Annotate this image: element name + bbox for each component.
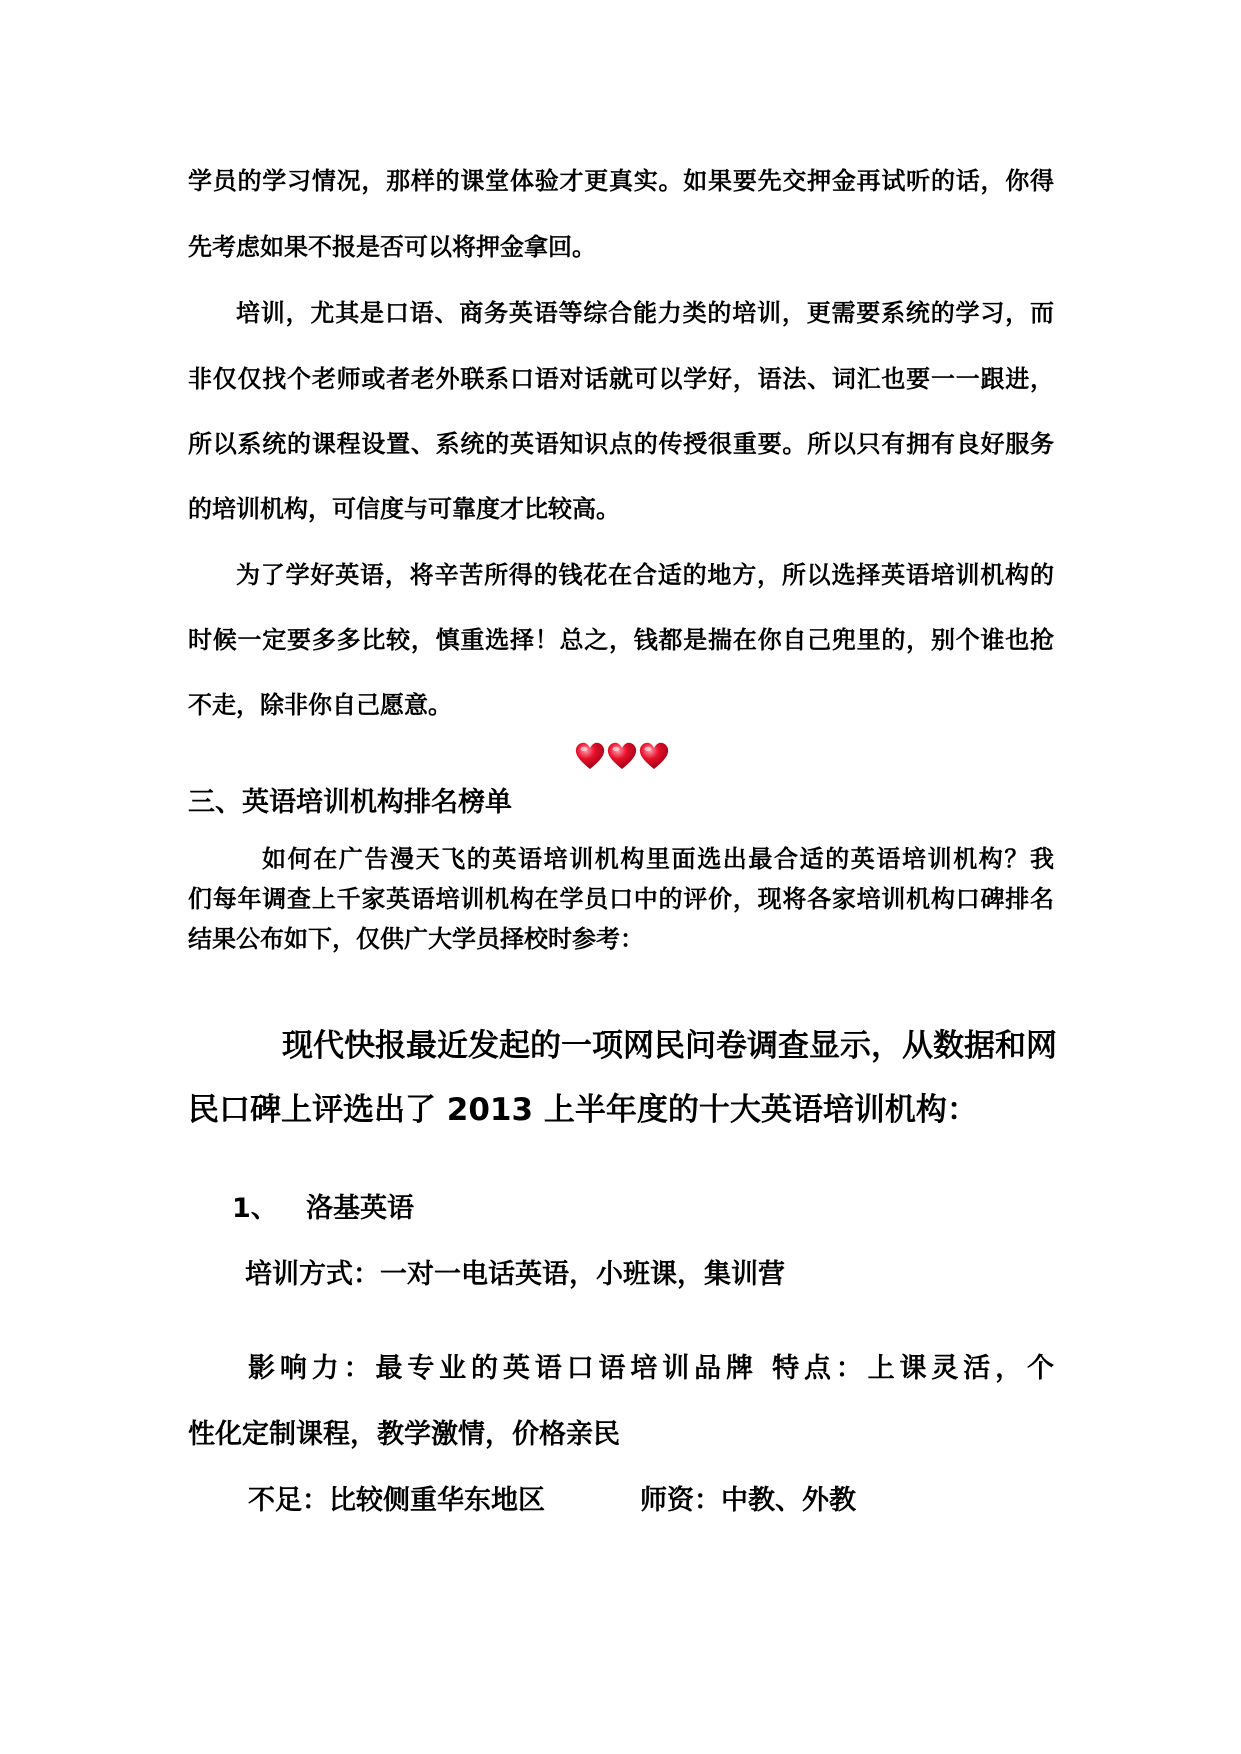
paragraph-line: 非仅仅找个老师或者老外联系口语对话就可以学好，语法、词汇也要一一跟进， bbox=[188, 365, 1054, 393]
hearts-decoration bbox=[574, 740, 670, 776]
survey-line: 民口碑上评选出了 2013 上半年度的十大英语培训机构： bbox=[188, 1092, 978, 1128]
paragraph-line: 的培训机构，可信度与可靠度才比较高。 bbox=[188, 495, 620, 523]
paragraph-line: 不走，除非你自己愿意。 bbox=[188, 691, 452, 719]
paragraph-line: 培训，尤其是口语、商务英语等综合能力类的培训，更需要系统的学习，而 bbox=[236, 299, 1054, 327]
paragraph-line: 学员的学习情况，那样的课堂体验才更真实。如果要先交押金再试听的话，你得 bbox=[188, 167, 1054, 195]
intro-line: 们每年调查上千家英语培训机构在学员口中的评价，现将各家培训机构口碑排名 bbox=[188, 885, 1054, 913]
item-weakness: 不足：比较侧重华东地区 bbox=[248, 1485, 545, 1516]
paragraph-line: 先考虑如果不报是否可以将押金拿回。 bbox=[188, 233, 596, 261]
heart-icon bbox=[606, 740, 638, 772]
item-name: 洛基英语 bbox=[306, 1193, 414, 1224]
section-heading: 三、英语培训机构排名榜单 bbox=[188, 787, 512, 818]
item-training-method: 培训方式：一对一电话英语，小班课，集训营 bbox=[245, 1259, 785, 1290]
intro-line: 如何在广告漫天飞的英语培训机构里面选出最合适的英语培训机构？我 bbox=[262, 845, 1054, 873]
item-teachers: 师资：中教、外教 bbox=[640, 1485, 856, 1516]
item-influence: 影响力：最专业的英语口语培训品牌 特点：上课灵活，个 bbox=[248, 1353, 1054, 1384]
survey-line: 现代快报最近发起的一项网民问卷调查显示，从数据和网 bbox=[282, 1028, 1057, 1064]
item-influence: 性化定制课程，教学激情，价格亲民 bbox=[188, 1419, 620, 1450]
item-number: 1、 bbox=[232, 1193, 278, 1224]
paragraph-line: 时候一定要多多比较，慎重选择！总之，钱都是揣在你自己兜里的，别个谁也抢 bbox=[188, 626, 1054, 654]
intro-line: 结果公布如下，仅供广大学员择校时参考： bbox=[188, 925, 644, 953]
heart-icon bbox=[638, 740, 670, 772]
heart-icon bbox=[574, 740, 606, 772]
paragraph-line: 为了学好英语，将辛苦所得的钱花在合适的地方，所以选择英语培训机构的 bbox=[236, 561, 1054, 589]
paragraph-line: 所以系统的课程设置、系统的英语知识点的传授很重要。所以只有拥有良好服务 bbox=[188, 430, 1054, 458]
